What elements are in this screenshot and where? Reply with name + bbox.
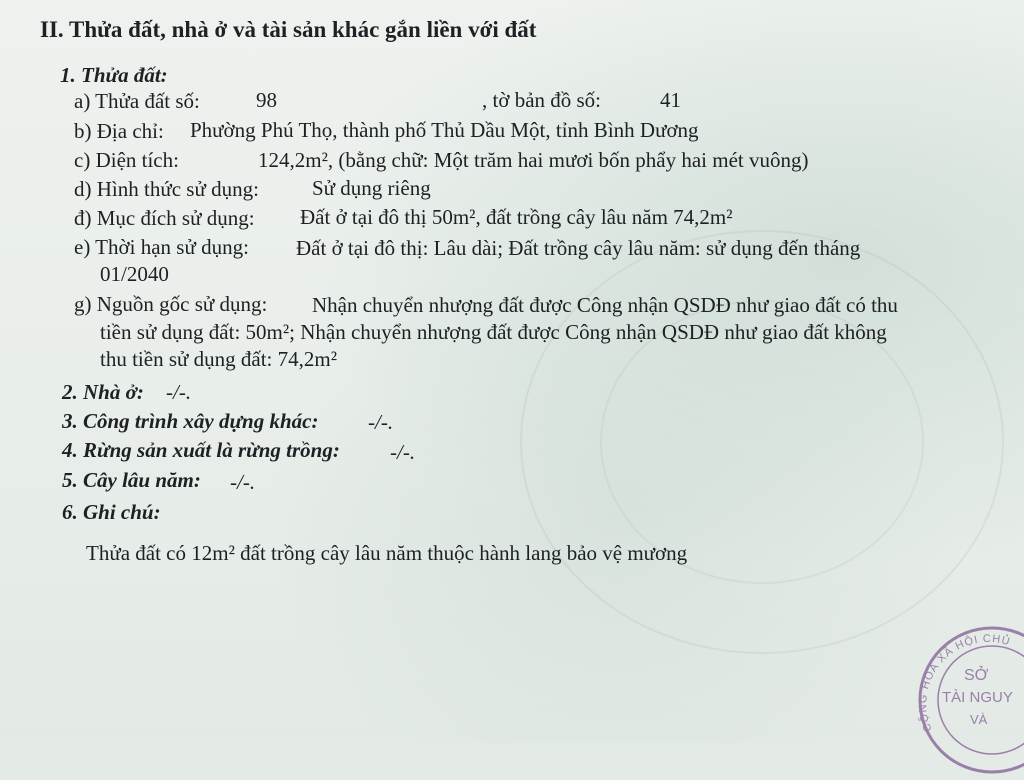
- seal-line-1: SỞ: [964, 667, 989, 684]
- seal-ring-text: CỘNG HÒA XÃ HỘI CHỦ: [917, 632, 1012, 734]
- section-title: II. Thửa đất, nhà ở và tài sản khác gắn liền với đất: [40, 17, 537, 42]
- forest-value: -/-.: [390, 440, 416, 464]
- usage-term-value-line2: 01/2040: [100, 262, 169, 286]
- usage-term-label: e) Thời hạn sử dụng:: [74, 235, 249, 259]
- usage-term-value-line1: Đất ở tại đô thị: Lâu dài; Đất trồng cây lâu năm: sử dụng đến tháng: [296, 236, 861, 260]
- usage-form-value: Sử dụng riêng: [312, 176, 431, 200]
- usage-purpose-label: đ) Mục đích sử dụng:: [74, 206, 255, 230]
- parcel-number-label: a) Thửa đất số:: [74, 89, 200, 113]
- address-label: b) Địa chỉ:: [74, 119, 164, 143]
- area-label: c) Diện tích:: [74, 148, 179, 172]
- origin-value-line2: tiền sử dụng đất: 50m²; Nhận chuyển nhượng đất được Công nhận QSDĐ như giao đất không: [100, 320, 887, 344]
- area-value: 124,2m², (bằng chữ: Một trăm hai mươi bốn phẩy hai mét vuông): [258, 148, 809, 172]
- origin-value-line3: thu tiền sử dụng đất: 74,2m²: [100, 347, 337, 371]
- official-seal: [912, 620, 1024, 780]
- map-sheet-value: 41: [660, 88, 681, 112]
- origin-label: g) Nguồn gốc sử dụng:: [74, 292, 268, 316]
- origin-value-line1: Nhận chuyển nhượng đất được Công nhận QSDĐ như giao đất có thu: [312, 293, 898, 317]
- usage-purpose-value: Đất ở tại đô thị 50m², đất trồng cây lâu năm 74,2m²: [300, 205, 733, 229]
- usage-form-label: d) Hình thức sử dụng:: [74, 177, 259, 201]
- forest-label: 4. Rừng sản xuất là rừng trồng:: [62, 438, 340, 462]
- perennial-value: -/-.: [230, 470, 256, 494]
- construction-label: 3. Công trình xây dựng khác:: [62, 409, 319, 433]
- seal-line-2: TÀI NGUY: [942, 689, 1013, 706]
- map-sheet-label: , tờ bản đồ số:: [482, 88, 602, 112]
- construction-value: -/-.: [368, 410, 394, 434]
- parcel-heading: 1. Thửa đất:: [60, 63, 168, 87]
- perennial-label: 5. Cây lâu năm:: [62, 468, 201, 492]
- seal-line-3: VÀ: [970, 712, 988, 727]
- house-label: 2. Nhà ở:: [62, 380, 144, 404]
- notes-label: 6. Ghi chú:: [62, 500, 161, 524]
- notes-value: Thửa đất có 12m² đất trồng cây lâu năm thuộc hành lang bảo vệ mương: [86, 541, 688, 565]
- parcel-number-value: 98: [256, 88, 277, 112]
- address-value: Phường Phú Thọ, thành phố Thủ Dầu Một, tỉnh Bình Dương: [190, 118, 699, 142]
- house-value: -/-.: [166, 380, 192, 404]
